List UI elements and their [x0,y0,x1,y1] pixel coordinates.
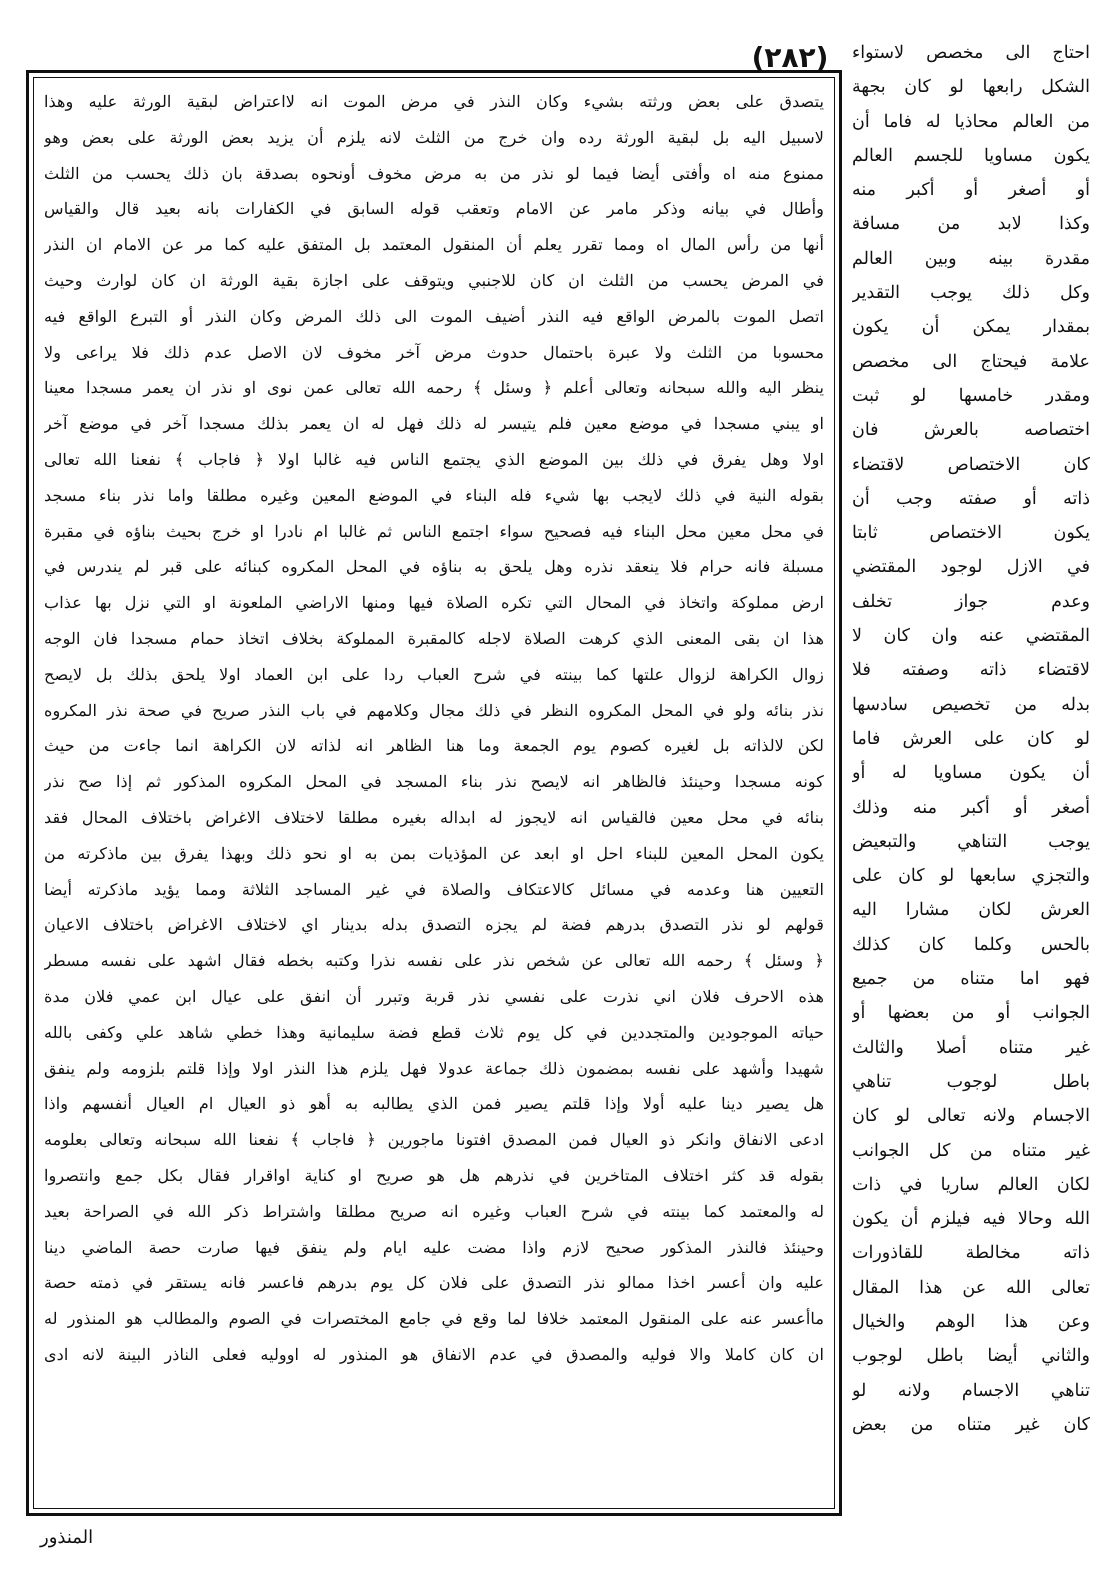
main-text-line: هذه الاحرف فلان اني نذرت على نفسي نذر قربة وتبرر أن انفق على عيال ابن عمي فلان مدة [44,986,824,1006]
margin-text-line: يكون مساويا للجسم العالم [852,145,1090,166]
main-text-line: نذر بنائه ولو في المحل المكروه النظر في ذلك مجال وكلامهم في باب النذر صريح في صحة نذر المكروه [44,700,824,720]
main-text-line: لاسبيل اليه بل لبقية الورثة رده وان خرج من الثلث لانه يلزم أن يزيد بعض الورثة على بعض وهو [44,127,824,147]
main-text-line: ينظر اليه والله سبحانه وتعالى أعلم ﴿ وسئل ﴾ رحمه الله تعالى عمن نوى او نذر ان يعمر مسجدا معينا [44,378,824,398]
margin-text-line: لكان العالم ساريا في ذات [852,1174,1090,1195]
margin-text-line: غير متناه أصلا والثالث [852,1037,1090,1058]
main-text-line: اتصل الموت بالمرض الواقع فيه النذر أضيف الموت الى ذلك المرض وكان النذر أو التبرع الواقع فيه [44,306,824,326]
main-text-line: زوال الكراهة لزوال علتها كما بينته في شرح العباب ردا على ابن العماد اولا يلحق بذلك بل لايصح [44,664,824,684]
main-text-line: في المرض يحسب من الثلث ان كان للاجنبي ويتوقف على اجازة بقية الورثة ان كان لوارث وحيث [44,270,824,290]
main-text-line: هذا ان بقى المعنى الذي كرهت الصلاة لاجله كالمقبرة المملوكة بخلاف اتخاذ حمام مسجدا فان الوجه [44,628,824,648]
margin-text-line: أن يكون مساويا له أو [852,763,1090,784]
main-text-line: ان كان كاملا والا فوليه والمصدق في عدم الانفاق هو المنذور له اووليه فعلى الناذر البينة لانه ادى [44,1344,824,1364]
main-text-line: بقوله النية في ذلك لايجب بها شيء فله البناء في الموضع المعين وغيره مطلقا واما نذر بناء مسجد [44,485,824,505]
main-text-line: أنها من رأس المال اه ومما تقرر يعلم أن المنقول المعتمد بل المتفق عليه كما مر عن الامام ان النذر [44,235,824,255]
main-text-line: ارض مملوكة واتخاذ في المحال التي تكره الصلاة فيها ومنها الاراضي الملعونة او التي نزل بها عذاب [44,593,824,613]
margin-text-line: تناهي الاجسام ولانه لو [852,1380,1090,1401]
margin-text-line: احتاج الى مخصص لاستواء [852,43,1090,63]
main-text-body [33,77,835,1509]
margin-text-line: المقتضي عنه وان كان لا [852,626,1090,647]
main-text-line: حياته الموجودين والمتجددين في كل يوم ثلاث قطع فضة سليمانية وهذا خطي شاهد علي وكفى بالله [44,1022,824,1042]
margin-text-line: غير متناه من كل الجوانب [852,1140,1090,1161]
main-text-line: يتصدق على بعض ورثته بشيء وكان النذر في مرض الموت انه لااعتراض لبقية الورثة عليه وهذا [44,92,824,111]
margin-text-line: بالحس وكلما كان كذلك [852,934,1090,955]
margin-text-line: من العالم محاذيا له فاما أن [852,111,1090,132]
margin-text-line: والتجزي سابعها لو كان على [852,866,1090,887]
main-text-frame [26,70,842,1516]
margin-text-line: اختصاصه بالعرش فان [852,420,1090,441]
margin-text-line: وعن هذا الوهم والخيال [852,1311,1090,1332]
margin-text-line: بدله من تخصيص سادسها [852,694,1090,715]
main-text-line: بنائه في محل معين فالقياس انه لايجوز له ابداله بغيره مطلقا لاختلاف الاغراض باختلاف المحال فقد [44,807,824,827]
margin-text-line: ومقدر خامسها لو ثبت [852,385,1090,406]
margin-text-line: يكون الاختصاص ثابتا [852,523,1090,544]
margin-text-line: والثاني أيضا باطل لوجوب [852,1346,1090,1367]
margin-text-line: بمقدار يمكن أن يكون [852,317,1090,338]
main-text-line: هل يصير دينا عليه أولا وإذا قلتم يصير فمن الذي يطالبه به أهو ذو العيال ام العيال أنفسهم واذا [44,1094,824,1114]
main-text-line: محسوبا من الثلث ولا عبرة باحتمال حدوث مرض آخر مخوف لان الاصل عدم ذلك فلا يراعى ولا [44,342,824,362]
main-text-line: عليه وان أعسر اخذا ممالو نذر التصدق على فلان كل يوم بدرهم فاعسر فانه يستقر في ذمته حصة [44,1273,824,1293]
margin-text-line: ذاته مخالطة للقاذورات [852,1243,1090,1264]
margin-text-line: لو كان على العرش فاما [852,728,1090,749]
margin-text-line: وعدم جواز تخلف [852,591,1090,612]
margin-commentary [852,36,1090,1476]
main-text-line: وأطال في بيانه وذكر مامر عن الامام وتعقب قوله السابق في الكفارات بانه بعيد قال والقياس [44,199,824,219]
margin-text-line: ذاته أو صفته وجب أن [852,488,1090,509]
margin-text-line: أو أصغر أو أكبر منه [852,180,1090,201]
main-text-line: يكون المحل المعين للبناء احل او ابعد عن المؤذيات بمن به او نحو ذلك وبهذا يفرق بين ماذكرته من [44,843,824,863]
main-text-line: له والمعتمد كما بينته في شرح العباب وغيره انه صريح مطلقا واشتراط ذكر الله في الصراحة بعيد [44,1201,824,1221]
margin-text-line: في الازل لوجود المقتضي [852,557,1090,578]
page-number: (۲۸۲) [751,41,829,74]
main-text-line: وحينئذ فالنذر المذكور صحيح لازم واذا مضت عليه ايام ولم ينفق فيها صارت حصة الماضي دينا [44,1237,824,1257]
main-text-line: ماأعسر عنه على المنقول المعتمد خلافا لما وقع في جامع المختصرات في الصوم والمطالب هو المنذور له [44,1309,824,1329]
margin-text-line: الاجسام ولانه تعالى لو كان [852,1106,1090,1127]
margin-text-line: العرش لكان مشارا اليه [852,900,1090,921]
margin-text-line: وكذا لابد من مسافة [852,214,1090,235]
margin-text-line: لاقتضاء ذاته وصفته فلا [852,660,1090,681]
margin-text-line: كان غير متناه من بعض [852,1414,1090,1435]
main-text-line: بقوله قد كثر اختلاف المتاخرين في نذرهم هل هو صريح او كناية اواقرار فقال بكل جمع وانتصروا [44,1165,824,1185]
main-text-line: شهيدا وأشهد على نفسه بمضمون ذلك جماعة عدولا فهل يلزم هذا النذر اولا وإذا قلتم بلزومه ولم ينفق [44,1058,824,1078]
margin-text-line: الله وحالا فيه فيلزم أن يكون [852,1209,1090,1230]
main-text-line: مسبلة فانه حرام فلا ينعقد نذره وهل يلحق به بناؤه في المحل المكروه كبنائه على قبر لم يندرس في [44,557,824,577]
main-text-line: لكن لالذاته بل لغيره كصوم يوم الجمعة وما هنا الظاهر انه لذاته لان الكراهة انما جاءت من حيث [44,736,824,756]
main-text-line: اولا وهل يفرق في ذلك بين الموضع الذي يجتمع الناس فيه غالبا اولا ﴿ فاجاب ﴾ نفعنا الله تعالى [44,449,824,469]
margin-text-line: تعالى الله عن هذا المقال [852,1277,1090,1298]
main-text-line: في محل معين محل البناء فيه فصحيح سواء اجتمع الناس ثم غالبا ام نادرا او خرج بحيث بناؤه في مقبرة [44,521,824,541]
main-text-line: ﴿ وسئل ﴾ رحمه الله تعالى عن شخص نذر على نفسه نذرا وكتبه بخطه فقال اشهد على نفسه مسطر [44,951,824,971]
main-text-line: ممنوع منه اه وأفتى أيضا فيما لو نذر من به مرض مخوف أونحوه بصدقة بان ذلك يحسب من الثلث [44,163,824,183]
main-text-line: ادعى الانفاق وانكر ذو العيال فمن المصدق افتونا ماجورين ﴿ فاجاب ﴾ نفعنا الله سبحانه وتعالى بعلومه [44,1130,824,1150]
margin-text-line: الجوانب أو من بعضها أو [852,1003,1090,1024]
main-text-line: قولهم لو نذر التصدق بدرهم فضة لم يجزه التصدق بدله بدينار اي لاختلاف الاغراض باختلاف الاعيان [44,915,824,935]
margin-text-line: كان الاختصاص لاقتضاء [852,454,1090,475]
margin-text-line: فهو اما متناه من جميع [852,969,1090,990]
margin-text-line: باطل لوجوب تناهي [852,1071,1090,1092]
catchword: المنذور [40,1527,94,1548]
main-text-line: كونه مسجدا وحينئذ فالظاهر انه لايصح نذر بناء المسجد في المحل المكروه المذكور ثم إذا صح نذر [44,772,824,792]
margin-text-line: أصغر أو أكبر منه وذلك [852,797,1090,818]
margin-text-line: علامة فيحتاج الى مخصص [852,351,1090,372]
margin-text-line: الشكل رابعها لو كان بجهة [852,77,1090,98]
main-text-line: التعيين هنا وعدمه في مسائل كالاعتكاف والصلاة في غير المساجد الثلاثة ومما يؤيد ماذكرته أيضا [44,879,824,899]
margin-text-line: مقدرة بينه وبين العالم [852,248,1090,269]
margin-text-line: يوجب التناهي والتبعيض [852,831,1090,852]
main-text-line: او يبني مسجدا في موضع معين فلم يتيسر له ذلك فهل له ان يعمر بذلك مسجدا آخر في موضع آخر [44,414,824,434]
margin-text-line: وكل ذلك يوجب التقدير [852,283,1090,304]
